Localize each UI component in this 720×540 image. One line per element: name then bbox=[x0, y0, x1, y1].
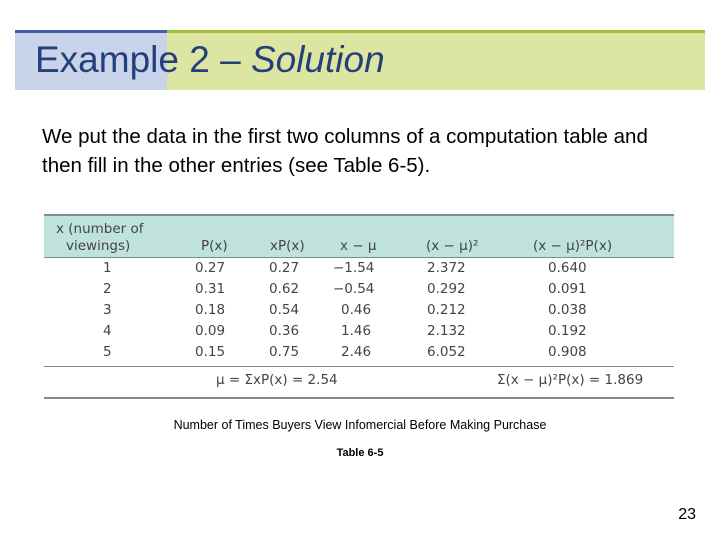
table-row bbox=[44, 279, 674, 300]
header-x-minus-mu-squared: (x − μ)² bbox=[426, 238, 479, 254]
cell-x-minus-mu-squared-px: 0.038 bbox=[548, 302, 587, 318]
cell-x-minus-mu-squared: 0.292 bbox=[427, 281, 466, 297]
slide-title-italic: Solution bbox=[250, 39, 385, 80]
table-row bbox=[44, 258, 674, 279]
cell-xpx: 0.54 bbox=[269, 302, 300, 318]
cell-x-minus-mu-squared-px: 0.091 bbox=[548, 281, 587, 297]
cell-px: 0.15 bbox=[195, 344, 226, 360]
cell-x: 4 bbox=[103, 323, 112, 339]
cell-x: 1 bbox=[103, 260, 112, 276]
cell-x: 5 bbox=[103, 344, 112, 360]
table-row bbox=[44, 342, 674, 363]
slide-title-main: Example 2 – bbox=[35, 39, 251, 80]
table-row bbox=[44, 321, 674, 342]
cell-x-minus-mu-squared: 0.212 bbox=[427, 302, 466, 318]
title-bar bbox=[15, 30, 705, 90]
cell-px: 0.31 bbox=[195, 281, 226, 297]
cell-x-minus-mu: 1.46 bbox=[341, 323, 372, 339]
cell-x-minus-mu-squared: 6.052 bbox=[427, 344, 466, 360]
computation-table bbox=[44, 214, 674, 400]
cell-x: 2 bbox=[103, 281, 112, 297]
table-summary-divider bbox=[44, 366, 674, 367]
header-px: P(x) bbox=[201, 238, 228, 254]
slide-title bbox=[35, 39, 385, 81]
cell-px: 0.09 bbox=[195, 323, 226, 339]
cell-x-minus-mu: −1.54 bbox=[333, 260, 375, 276]
cell-x-minus-mu-squared-px: 0.640 bbox=[548, 260, 587, 276]
cell-xpx: 0.62 bbox=[269, 281, 300, 297]
cell-xpx: 0.75 bbox=[269, 344, 300, 360]
mean-formula: μ = ΣxP(x) = 2.54 bbox=[216, 372, 338, 388]
header-xpx: xP(x) bbox=[270, 238, 305, 254]
cell-xpx: 0.36 bbox=[269, 323, 300, 339]
cell-x-minus-mu-squared: 2.132 bbox=[427, 323, 466, 339]
cell-x-minus-mu: −0.54 bbox=[333, 281, 375, 297]
table-header bbox=[44, 214, 674, 258]
header-x-minus-mu-squared-px: (x − μ)²P(x) bbox=[533, 238, 613, 254]
header-x-line2: viewings) bbox=[66, 238, 131, 254]
cell-x-minus-mu-squared-px: 0.908 bbox=[548, 344, 587, 360]
cell-x-minus-mu: 0.46 bbox=[341, 302, 372, 318]
cell-xpx: 0.27 bbox=[269, 260, 300, 276]
variance-sum-formula: Σ(x − μ)²P(x) = 1.869 bbox=[497, 372, 644, 388]
table-bottom-border bbox=[44, 397, 674, 399]
table-row bbox=[44, 300, 674, 321]
cell-x-minus-mu-squared-px: 0.192 bbox=[548, 323, 587, 339]
cell-x: 3 bbox=[103, 302, 112, 318]
page-number: 23 bbox=[678, 506, 696, 523]
cell-x-minus-mu-squared: 2.372 bbox=[427, 260, 466, 276]
intro-paragraph: We put the data in the first two columns of a computation table and then fill in the other entries (see Table 6-5). bbox=[42, 125, 648, 177]
table-caption: Number of Times Buyers View Infomercial Before Making Purchase bbox=[173, 418, 547, 432]
header-x-line1: x (number of bbox=[56, 221, 144, 237]
table-label: Table 6-5 bbox=[336, 447, 384, 459]
cell-px: 0.18 bbox=[195, 302, 226, 318]
header-x-minus-mu: x − μ bbox=[340, 238, 377, 254]
cell-px: 0.27 bbox=[195, 260, 226, 276]
cell-x-minus-mu: 2.46 bbox=[341, 344, 372, 360]
